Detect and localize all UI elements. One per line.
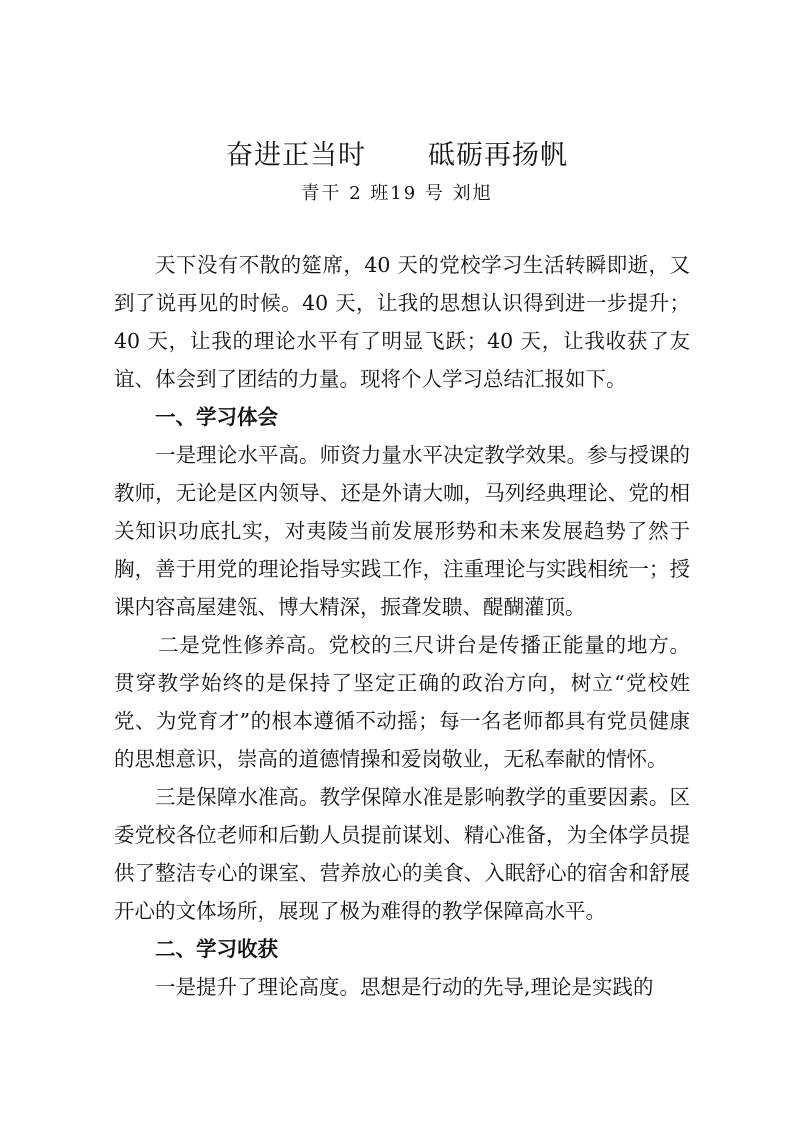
paragraph-lead: 二是党性修养高。	[158, 633, 329, 657]
author-line: 青干 2 班19 号 刘旭	[301, 183, 493, 204]
paragraph-theory	[114, 436, 690, 626]
section-heading-1: 一、学习体会	[155, 405, 278, 429]
paragraph-support	[114, 778, 690, 930]
paragraph-text: 师资力量水平决定教学效果。参与授课的教师，无论是区内领导、还是外请大咖，马列经典理论、党的相关知识功底扎实，对夷陵当前发展形势和未来发展趋势了然于胸，善于用党的理论指导实践工作，注重理论与实践相统一；授课内容高屋建瓴、博大精深，振聋发聩、醍醐灌顶。	[114, 443, 690, 619]
paragraph-lead: 三是保障水准高。	[155, 785, 320, 809]
title-part-2: 砥砺再扬帆	[428, 140, 568, 171]
paragraph-text: 教学保障水准是影响教学的重要因素。区委党校各位老师和后勤人员提前谋划、精心准备，为全体学员提供了整洁专心的课室、营养放心的美食、入眠舒心的宿舍和舒展开心的文体场所，展现了极为难得的教学保障高水平。	[114, 785, 690, 923]
paragraph-text: 党校的三尺讲台是传播正能量的地方。贯穿教学始终的是保持了坚定正确的政治方向，树立“党校姓党、为党育才”的根本遵循不动摇；每一名老师都具有党员健康的思想意识，崇高的道德情操和爱岗敬业，无私奉献的情怀。	[114, 633, 691, 771]
paragraph-party-spirit	[114, 626, 690, 778]
paragraph-text: 思想是行动的先导,理论是实践的	[360, 975, 654, 999]
section-heading-2: 二、学习收获	[155, 937, 278, 961]
paragraph-lead: 一是提升了理论高度。	[155, 975, 360, 999]
paragraph-theory-height	[114, 968, 690, 1006]
page-title	[0, 133, 794, 172]
title-part-1: 奋进正当时	[226, 140, 366, 171]
paragraph-intro: 天下没有不散的筵席，40 天的党校学习生活转瞬即逝，又到了说再见的时候。40 天，让我的思想认识得到进一步提升；40 天，让我的理论水平有了明显飞跃；40 天，让我收获了友谊、体会到了团结的力量。现将个人学习总结汇报如下。	[114, 253, 690, 391]
paragraph-lead: 一是理论水平高。	[155, 443, 320, 467]
document-body	[114, 246, 690, 1006]
